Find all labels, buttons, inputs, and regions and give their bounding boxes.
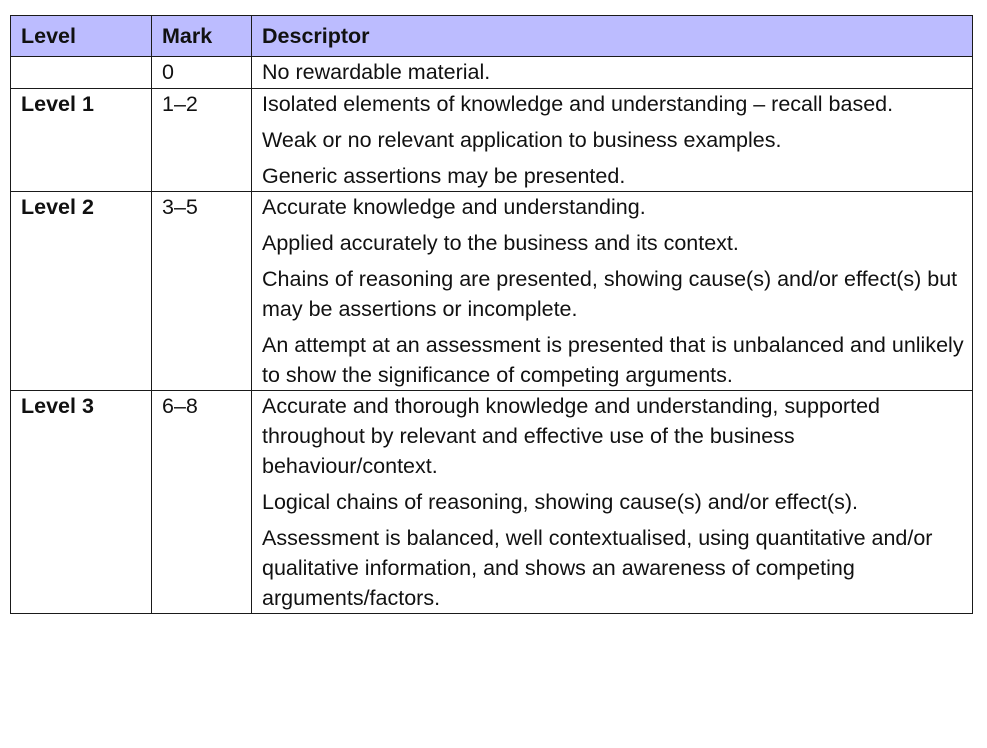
descriptor-text: Applied accurately to the business and its context. [262,231,739,255]
descriptor-text: Chains of reasoning are presented, showing cause(s) and/or effect(s) but may be assertions or incomplete. [262,267,958,321]
level-cell: Level 3 [11,391,152,614]
descriptor-cell [252,89,973,192]
descriptor-cell [252,192,973,391]
descriptor-text: No rewardable material. [262,60,491,84]
descriptor-text: Weak or no relevant application to business examples. [262,128,782,152]
header-level: Level [11,16,152,57]
descriptor-text: Assessment is balanced, well contextualised, using quantitative and/or qualitative information, and shows an awareness of competing arguments/factors. [262,526,933,610]
descriptor-text: An attempt at an assessment is presented that is unbalanced and unlikely to show the significance of competing arguments. [262,333,964,387]
mark-cell: 1–2 [152,89,252,192]
table-row-level-2 [11,192,973,391]
header-descriptor: Descriptor [252,16,973,57]
table-header-row [11,16,973,57]
mark-cell: 0 [152,57,252,89]
descriptor-text: Accurate and thorough knowledge and understanding, supported throughout by relevant and effective use of the business behaviour/context. [262,394,880,478]
table-row-level-3 [11,391,973,614]
descriptor-cell [252,57,973,89]
descriptor-text: Accurate knowledge and understanding. [262,195,646,219]
descriptor-cell [252,391,973,614]
descriptor-text: Logical chains of reasoning, showing cause(s) and/or effect(s). [262,490,858,514]
level-cell: Level 1 [11,89,152,192]
table-row-level-0 [11,57,973,89]
mark-cell: 3–5 [152,192,252,391]
level-cell [11,57,152,89]
descriptor-text: Isolated elements of knowledge and understanding – recall based. [262,92,894,116]
mark-scheme-table [10,15,973,614]
table-row-level-1 [11,89,973,192]
header-mark: Mark [152,16,252,57]
level-cell: Level 2 [11,192,152,391]
descriptor-text: Generic assertions may be presented. [262,164,626,188]
mark-cell: 6–8 [152,391,252,614]
